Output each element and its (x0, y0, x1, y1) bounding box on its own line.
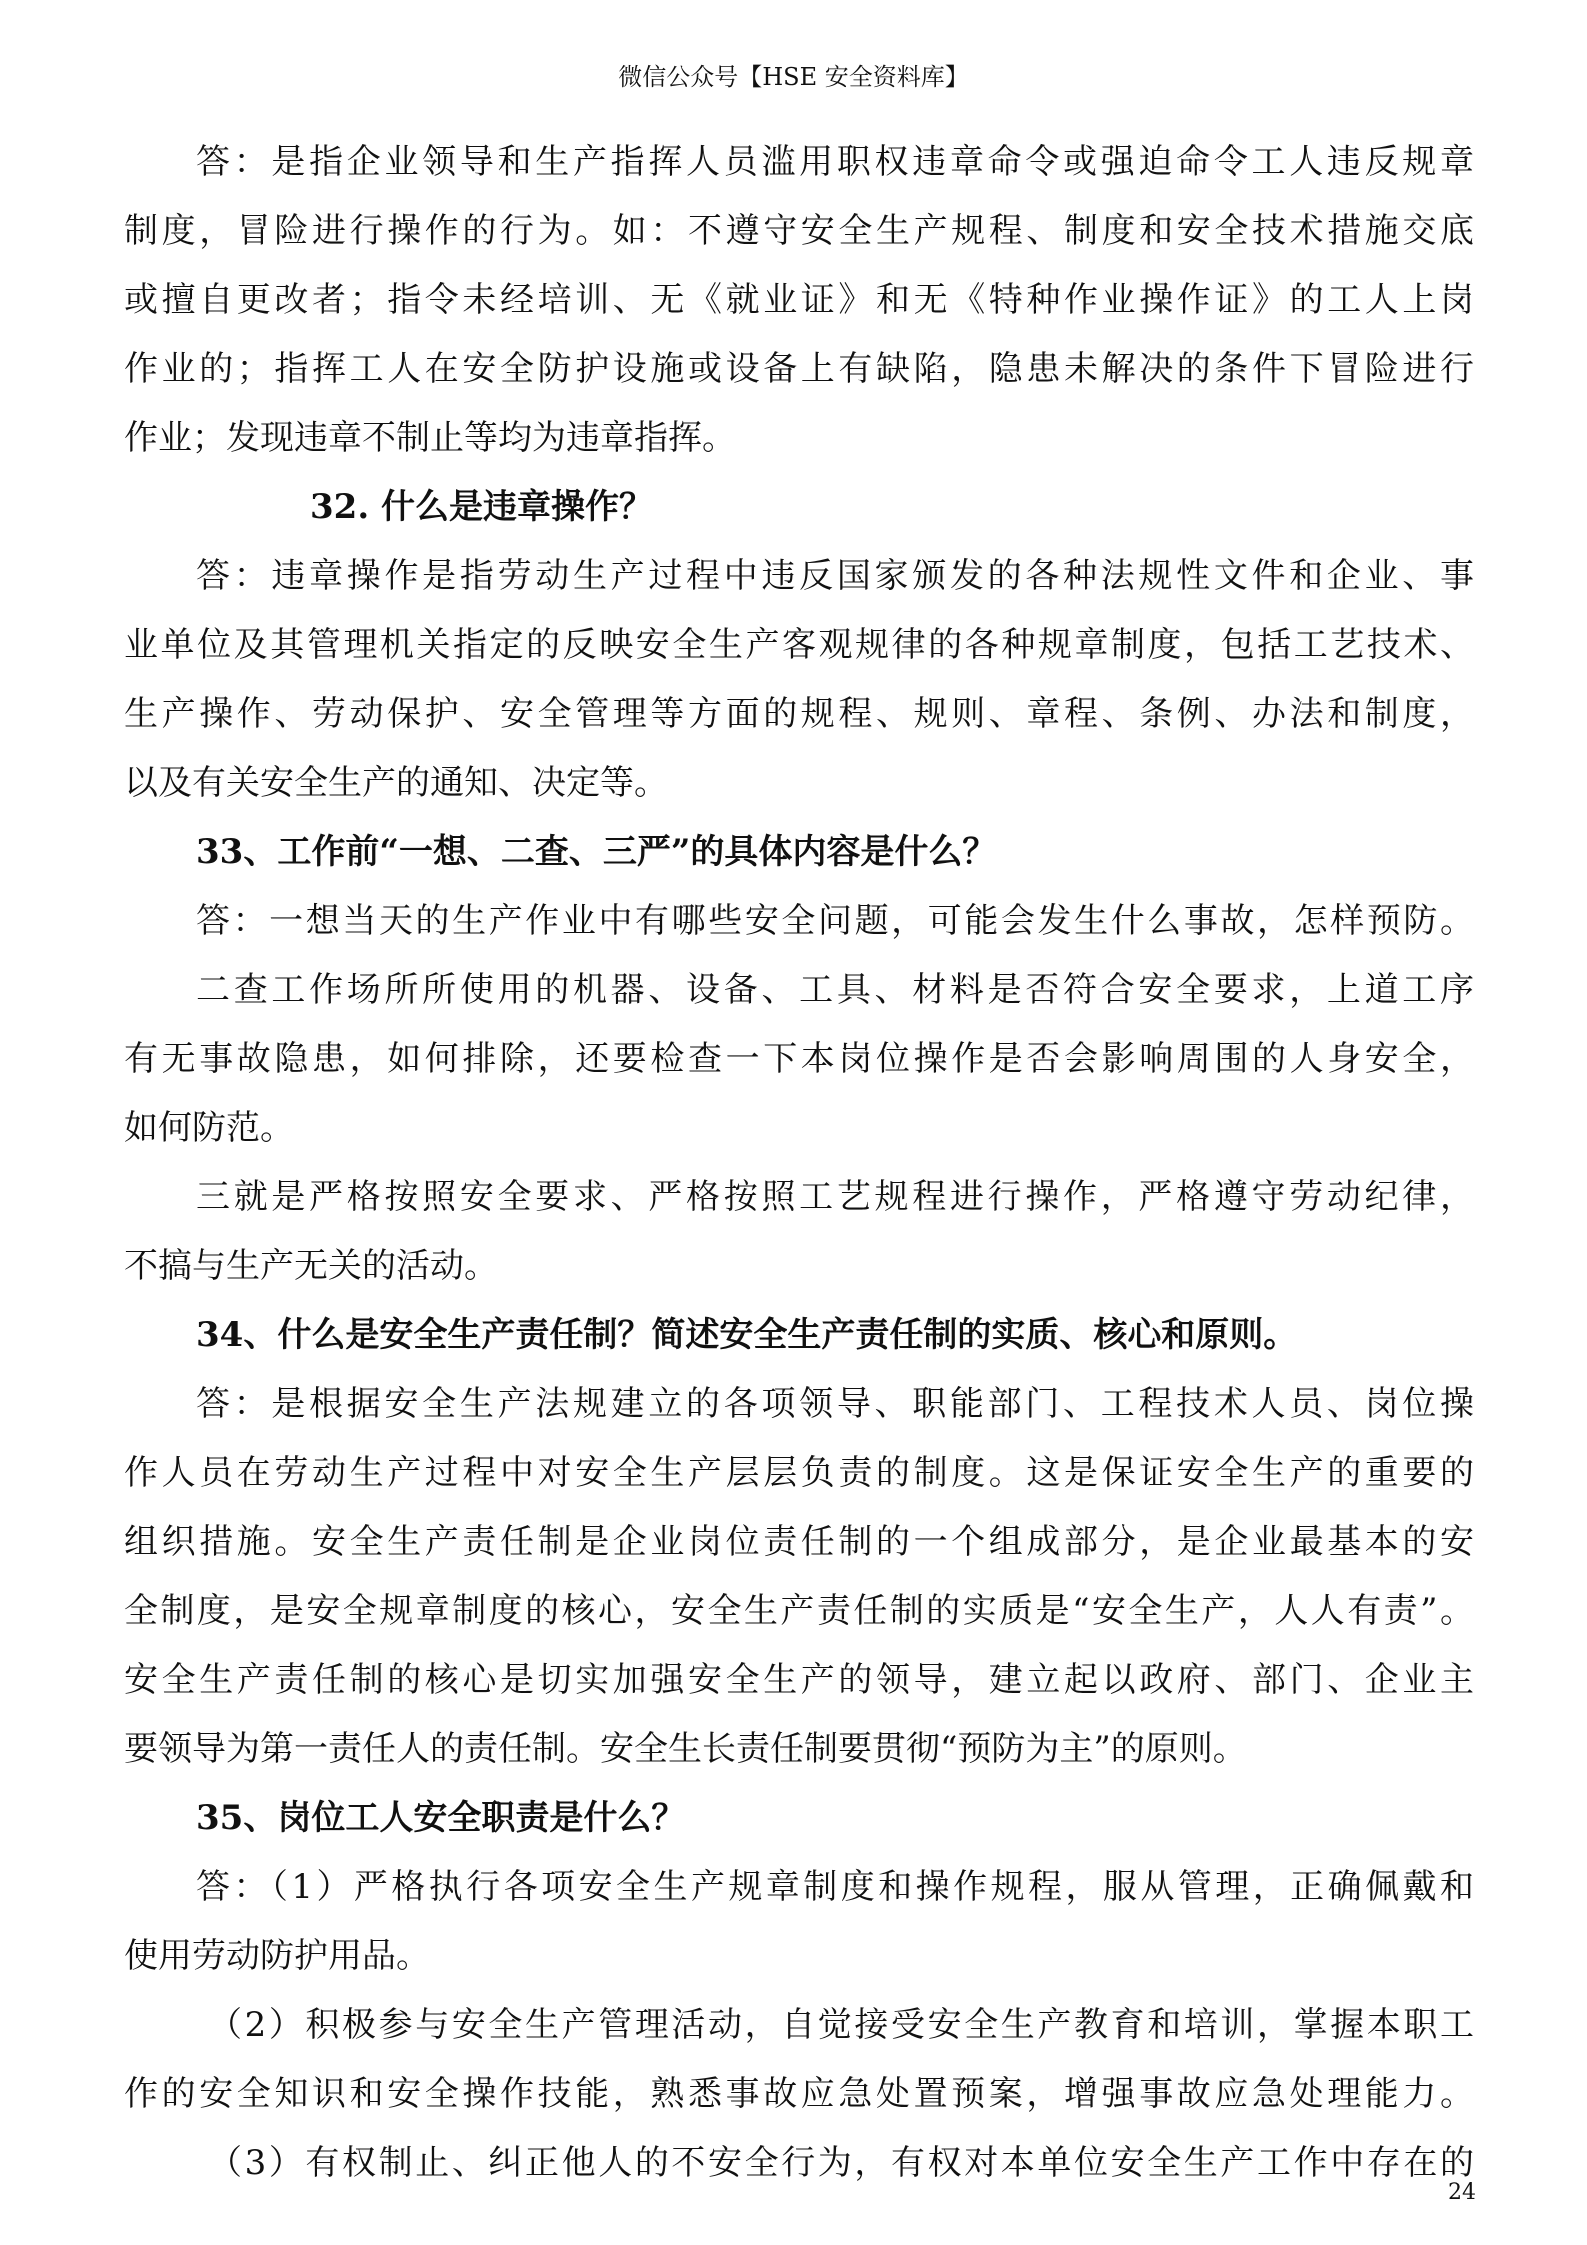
text-line: 作业；发现违章不制止等均为违章指挥。 (124, 418, 736, 458)
text-line: 答：违章操作是指劳动生产过程中违反国家颁发的各种法规性文件和企业、事 (196, 556, 1474, 596)
text-line: 要领导为第一责任人的责任制。安全生长责任制要贯彻“预防为主”的原则。 (124, 1729, 1247, 1769)
text-line: 制度，冒险进行操作的行为。如：不遵守安全生产规程、制度和安全技术措施交底 (124, 211, 1474, 251)
text-line: 作人员在劳动生产过程中对安全生产层层负责的制度。这是保证安全生产的重要的 (124, 1453, 1474, 1493)
text-line: 二查工作场所所使用的机器、设备、工具、材料是否符合安全要求，上道工序 (196, 970, 1474, 1010)
text-line: 组织措施。安全生产责任制是企业岗位责任制的一个组成部分，是企业最基本的安 (124, 1522, 1474, 1562)
text-line: 生产操作、劳动保护、安全管理等方面的规程、规则、章程、条例、办法和制度， (124, 694, 1474, 734)
question-heading: 35、岗位工人安全职责是什么？ (196, 1798, 686, 1838)
text-line: 作的安全知识和安全操作技能，熟悉事故应急处置预案，增强事故应急处理能力。 (124, 2074, 1474, 2114)
text-line: 答：是根据安全生产法规建立的各项领导、职能部门、工程技术人员、岗位操 (196, 1384, 1474, 1424)
text-line: 安全生产责任制的核心是切实加强安全生产的领导，建立起以政府、部门、企业主 (124, 1660, 1474, 1700)
question-heading: 32. 什么是违章操作？ (310, 487, 653, 527)
text-line: 以及有关安全生产的通知、决定等。 (124, 763, 668, 803)
text-line: 如何防范。 (124, 1108, 294, 1148)
text-line: 答：一想当天的生产作业中有哪些安全问题，可能会发生什么事故，怎样预防。 (196, 901, 1474, 941)
text-line: 业单位及其管理机关指定的反映安全生产客观规律的各种规章制度，包括工艺技术、 (124, 625, 1474, 665)
document-body (124, 128, 1474, 2198)
text-line: 三就是严格按照安全要求、严格按照工艺规程进行操作，严格遵守劳动纪律， (196, 1177, 1474, 1217)
question-heading: 33、工作前“一想、二查、三严”的具体内容是什么？ (196, 832, 997, 872)
text-line: 全制度，是安全规章制度的核心，安全生产责任制的实质是“安全生产，人人有责”。 (124, 1591, 1474, 1631)
page-header: 微信公众号【HSE 安全资料库】 (618, 63, 969, 91)
text-line: 使用劳动防护用品。 (124, 1936, 430, 1976)
text-line: 答：（1）严格执行各项安全生产规章制度和操作规程，服从管理，正确佩戴和 (196, 1867, 1474, 1907)
page-number: 24 (1448, 2180, 1476, 2205)
text-line: 作业的；指挥工人在安全防护设施或设备上有缺陷，隐患未解决的条件下冒险进行 (124, 349, 1474, 389)
text-line: （2）积极参与安全生产管理活动，自觉接受安全生产教育和培训，掌握本职工 (208, 2005, 1474, 2045)
text-line: （3）有权制止、纠正他人的不安全行为，有权对本单位安全生产工作中存在的 (208, 2143, 1474, 2183)
text-line: 不搞与生产无关的活动。 (124, 1246, 498, 1286)
text-line: 或擅自更改者；指令未经培训、无《就业证》和无《特种作业操作证》的工人上岗 (124, 280, 1474, 320)
text-line: 有无事故隐患，如何排除，还要检查一下本岗位操作是否会影响周围的人身安全， (124, 1039, 1474, 1079)
question-heading: 34、什么是安全生产责任制？简述安全生产责任制的实质、核心和原则。 (196, 1315, 1298, 1355)
text-line: 答：是指企业领导和生产指挥人员滥用职权违章命令或强迫命令工人违反规章 (196, 142, 1474, 182)
